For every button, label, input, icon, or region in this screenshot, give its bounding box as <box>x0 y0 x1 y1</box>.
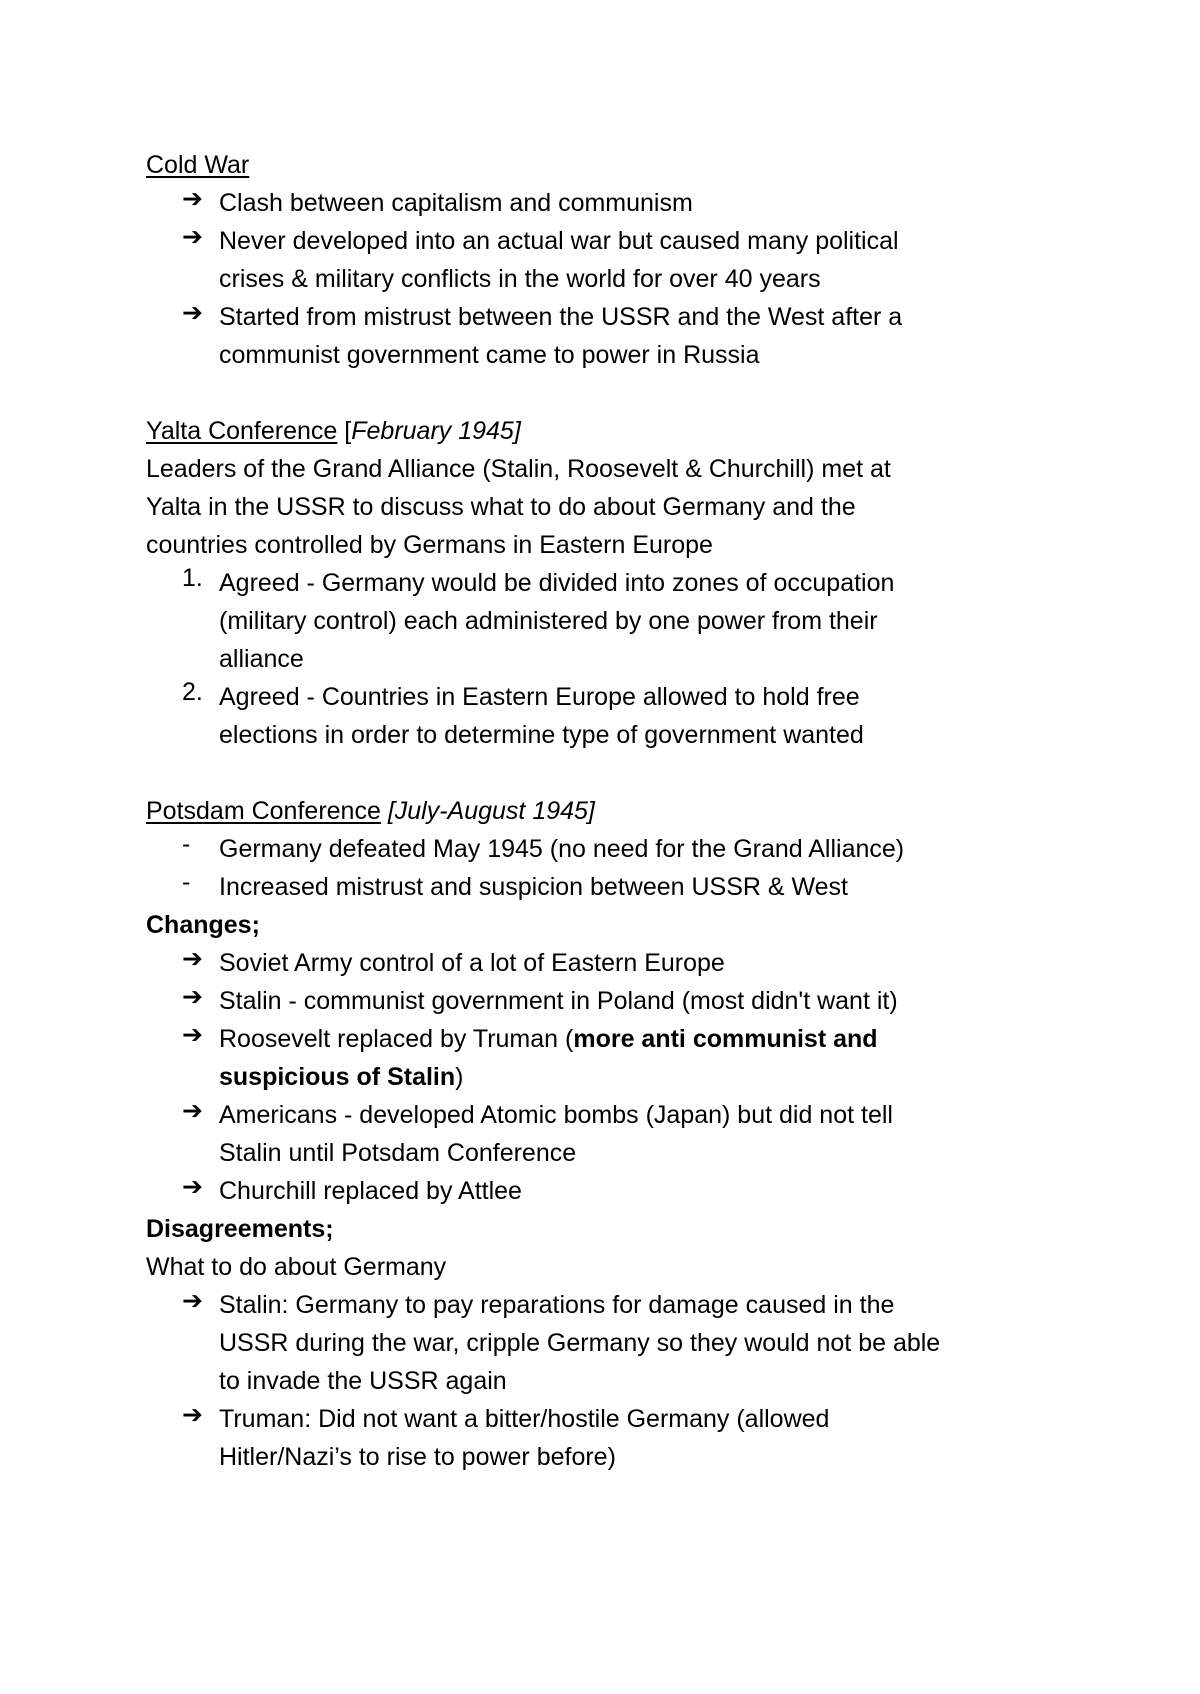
list-item-text: Truman: Did not want a bitter/hostile Germany (allowed <box>219 1405 830 1433</box>
list-item <box>146 298 1076 374</box>
list-item-text <box>219 1020 1076 1058</box>
arrow-icon: ➔ <box>182 1173 203 1201</box>
bold-text: suspicious of Stalin <box>219 1063 456 1091</box>
list-item-text: Clash between capitalism and communism <box>219 189 693 217</box>
arrow-icon: ➔ <box>182 185 203 213</box>
potsdam-heading <box>146 792 1076 830</box>
arrow-icon: ➔ <box>182 223 203 251</box>
list-item-text: Stalin until Potsdam Conference <box>219 1139 577 1167</box>
list-item-text: crises & military conflicts in the world for over 40 years <box>219 265 821 293</box>
list-item <box>146 1286 1076 1400</box>
list-item <box>146 184 1076 222</box>
yalta-heading <box>146 412 1076 450</box>
arrow-icon: ➔ <box>182 1401 203 1429</box>
arrow-icon: ➔ <box>182 1097 203 1125</box>
list-item-text: Americans - developed Atomic bombs (Japan) but did not tell <box>219 1101 893 1129</box>
list-item <box>146 982 1076 1020</box>
list-item <box>146 1096 1076 1172</box>
arrow-icon: ➔ <box>182 1021 203 1049</box>
list-item-text: Churchill replaced by Attlee <box>219 1177 522 1205</box>
list-item-text: Never developed into an actual war but caused many political <box>219 227 899 255</box>
list-item-text: Hitler/Nazi’s to rise to power before) <box>219 1443 616 1471</box>
cold-war-heading: Cold War <box>146 151 250 179</box>
yalta-intro-line: countries controlled by Germans in Eastern Europe <box>146 531 713 559</box>
document-page <box>146 146 1076 1476</box>
list-item <box>146 830 1076 868</box>
text-segment: Roosevelt replaced by Truman ( <box>219 1025 574 1053</box>
list-item-text: elections in order to determine type of government wanted <box>219 721 864 749</box>
list-number: 1. <box>182 564 203 592</box>
list-item-text: Stalin: Germany to pay reparations for damage caused in the <box>219 1291 895 1319</box>
list-item-text <box>219 1058 1076 1096</box>
yalta-date: February 1945] <box>351 417 521 445</box>
list-item-text: Germany defeated May 1945 (no need for the Grand Alliance) <box>219 835 905 863</box>
list-item-text: Agreed - Germany would be divided into zones of occupation <box>219 569 895 597</box>
list-item <box>146 1172 1076 1210</box>
list-item-text: alliance <box>219 645 304 673</box>
list-item <box>146 564 1076 678</box>
arrow-icon: ➔ <box>182 945 203 973</box>
spacer <box>146 754 1076 792</box>
disagreements-subheading: What to do about Germany <box>146 1253 447 1281</box>
potsdam-date: [July-August 1945] <box>387 797 595 825</box>
list-item-text: Stalin - communist government in Poland (most didn't want it) <box>219 987 898 1015</box>
list-item-text: USSR during the war, cripple Germany so they would not be able <box>219 1329 941 1357</box>
dash-icon: - <box>182 830 191 858</box>
text-segment: ) <box>455 1063 464 1091</box>
spacer <box>146 374 1076 412</box>
list-item-text: Soviet Army control of a lot of Eastern Europe <box>219 949 725 977</box>
list-item-text: Started from mistrust between the USSR and the West after a <box>219 303 903 331</box>
list-item-text: to invade the USSR again <box>219 1367 507 1395</box>
bold-text: more anti communist and <box>573 1025 878 1053</box>
changes-heading: Changes; <box>146 911 260 939</box>
list-item-text: Agreed - Countries in Eastern Europe allowed to hold free <box>219 683 860 711</box>
yalta-intro-line: Yalta in the USSR to discuss what to do about Germany and the <box>146 493 856 521</box>
list-item <box>146 1020 1076 1096</box>
list-item <box>146 944 1076 982</box>
list-item <box>146 678 1076 754</box>
yalta-intro-line: Leaders of the Grand Alliance (Stalin, Roosevelt & Churchill) met at <box>146 455 891 483</box>
list-item <box>146 1400 1076 1476</box>
list-number: 2. <box>182 678 203 706</box>
arrow-icon: ➔ <box>182 299 203 327</box>
disagreements-heading: Disagreements; <box>146 1215 334 1243</box>
arrow-icon: ➔ <box>182 1287 203 1315</box>
list-item-text: Increased mistrust and suspicion between USSR & West <box>219 873 848 901</box>
list-item <box>146 868 1076 906</box>
yalta-date-bracket: [ <box>344 417 352 445</box>
list-item-text: (military control) each administered by one power from their <box>219 607 878 635</box>
list-item-text: communist government came to power in Russia <box>219 341 760 369</box>
arrow-icon: ➔ <box>182 983 203 1011</box>
list-item <box>146 222 1076 298</box>
dash-icon: - <box>182 868 191 896</box>
potsdam-title: Potsdam Conference <box>146 797 381 825</box>
yalta-title: Yalta Conference <box>146 417 338 445</box>
